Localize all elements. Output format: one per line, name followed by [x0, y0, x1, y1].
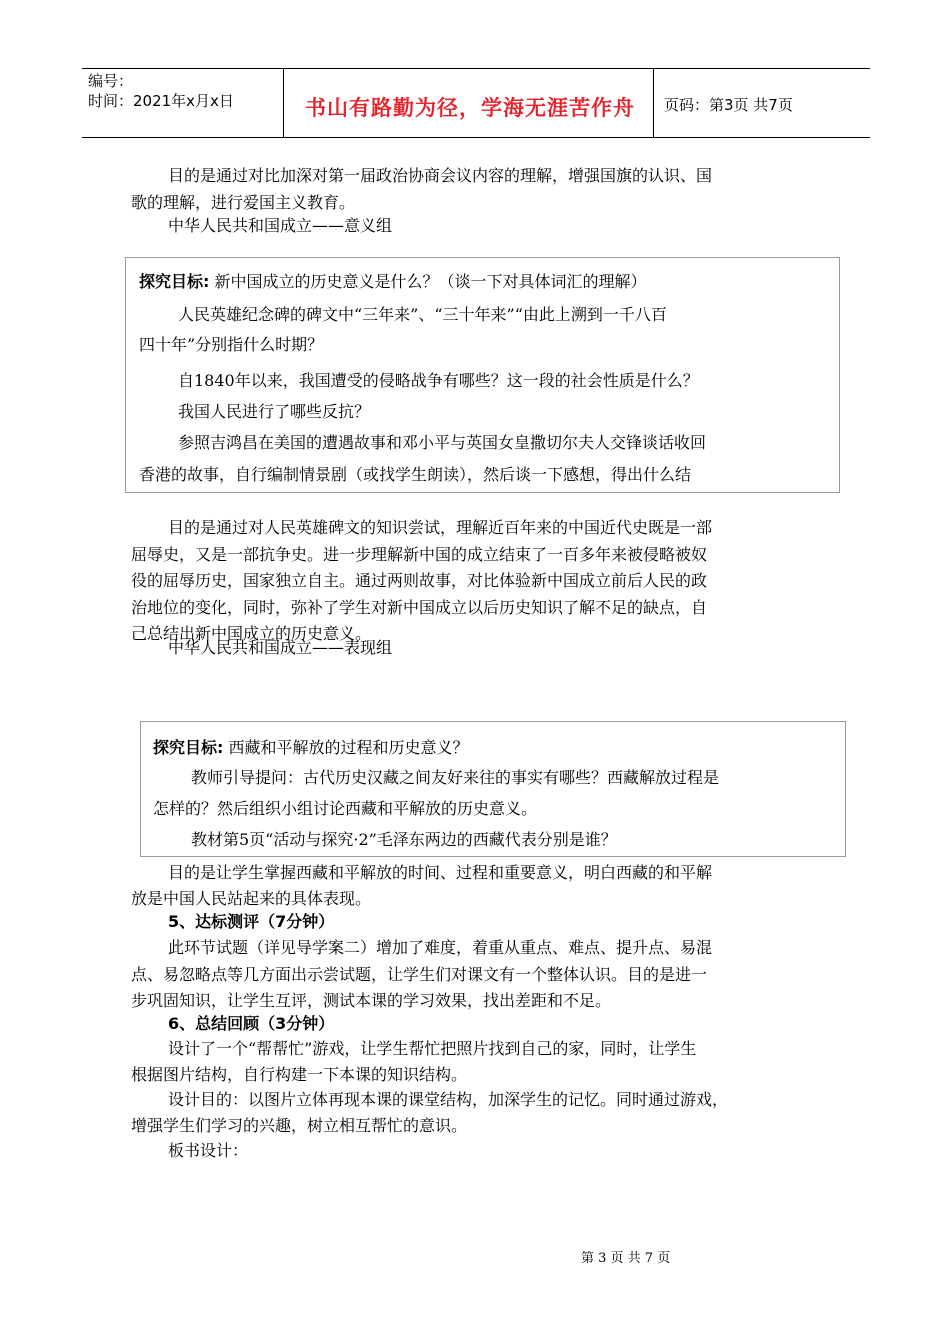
inquiry-target	[153, 734, 469, 761]
paragraph-line: 役的屈辱历史，国家独立自主。通过两则故事，对比体验新中国成立前后人民的政	[131, 571, 708, 590]
inquiry-box-meaning	[125, 257, 840, 493]
header-date: 时间：2021年x月x日	[88, 92, 234, 110]
paragraph-line: 目的是通过对比加深对第一届政治协商会议内容的理解，增强国旗的认识、国	[168, 166, 713, 185]
paragraph-line: 目的是让学生掌握西藏和平解放的时间、过程和重要意义，明白西藏的和平解	[168, 863, 713, 882]
header-divider	[653, 69, 654, 137]
inquiry-line: 香港的故事，自行编制情景剧（或找学生朗读），然后谈一下感想，得出什么结	[139, 465, 692, 484]
header-number: 编号：	[88, 72, 134, 90]
paragraph-line: 目的是通过对人民英雄碑文的知识尝试，理解近百年来的中国近代史既是一部	[168, 518, 713, 537]
header-divider	[283, 69, 284, 137]
inquiry-box-perform	[140, 721, 846, 857]
inquiry-target	[139, 268, 647, 295]
inquiry-line: 参照吉鸿昌在美国的遭遇故事和邓小平与英国女皇撒切尔夫人交锋谈话收回	[178, 433, 707, 452]
header-motto: 书山有路勤为径，学海无涯苦作舟	[305, 96, 635, 120]
inquiry-line: 教师引导提问：古代历史汉藏之间友好来往的事实有哪些？西藏解放过程是	[191, 768, 720, 787]
paragraph-line: 根据图片结构，自行构建一下本课的知识结构。	[131, 1065, 468, 1084]
section-heading-meaning: 中华人民共和国成立——意义组	[168, 216, 393, 235]
inquiry-line: 教材第5页“活动与探究·2”毛泽东两边的西藏代表分别是谁？	[191, 830, 617, 849]
paragraph-line: 歌的理解，进行爱国主义教育。	[131, 193, 356, 212]
inquiry-line: 四十年”分别指什么时期？	[139, 335, 324, 354]
paragraph-line: 设计了一个“帮帮忙”游戏，让学生帮忙把照片找到自己的家，同时，让学生	[168, 1039, 697, 1058]
section-title: 5、达标测评（7分钟）	[168, 912, 335, 931]
inquiry-target-label: 探究目标:	[139, 272, 210, 291]
paragraph-line: 放是中国人民站起来的具体表现。	[131, 889, 372, 908]
inquiry-target-text: 新中国成立的历史意义是什么？（谈一下对具体词汇的理解）	[214, 272, 647, 291]
inquiry-target-label: 探究目标:	[153, 738, 224, 757]
paragraph-line: 增强学生们学习的兴趣，树立相互帮忙的意识。	[131, 1116, 468, 1135]
paragraph-line: 己总结出新中国成立的历史意义。	[131, 624, 372, 643]
paragraph-line: 治地位的变化，同时，弥补了学生对新中国成立以后历史知识了解不足的缺点，自	[131, 598, 708, 617]
paragraph-line: 点、易忽略点等几方面出示尝试题，让学生们对课文有一个整体认识。目的是进一	[131, 965, 708, 984]
header-page-number: 页码：第3页 共7页	[664, 96, 793, 114]
inquiry-line: 我国人民进行了哪些反抗？	[178, 402, 371, 421]
inquiry-line: 自1840年以来，我国遭受的侵略战争有哪些？这一段的社会性质是什么？	[178, 371, 699, 390]
paragraph-line: 此环节试题（详见导学案二）增加了难度，着重从重点、难点、提升点、易混	[168, 938, 713, 957]
inquiry-target-text: 西藏和平解放的过程和历史意义？	[228, 738, 469, 757]
section-heading-perform: 中华人民共和国成立——表现组	[168, 638, 393, 657]
paragraph-line: 设计目的：以图片立体再现本课的课堂结构，加深学生的记忆。同时通过游戏，	[168, 1090, 729, 1109]
paragraph-line: 屈辱史，又是一部抗争史。进一步理解新中国的成立结束了一百多年来被侵略被奴	[131, 545, 708, 564]
inquiry-line: 人民英雄纪念碑的碑文中“三年来”、“三十年来”“由此上溯到一千八百	[178, 305, 667, 324]
board-design-label: 板书设计：	[168, 1141, 249, 1160]
section-title: 6、总结回顾（3分钟）	[168, 1014, 335, 1033]
page-footer: 第 3 页 共 7 页	[581, 1251, 671, 1266]
paragraph-line: 步巩固知识，让学生互评，测试本课的学习效果，找出差距和不足。	[131, 991, 612, 1010]
page-header	[82, 68, 870, 138]
inquiry-line: 怎样的？然后组织小组讨论西藏和平解放的历史意义。	[153, 799, 538, 818]
